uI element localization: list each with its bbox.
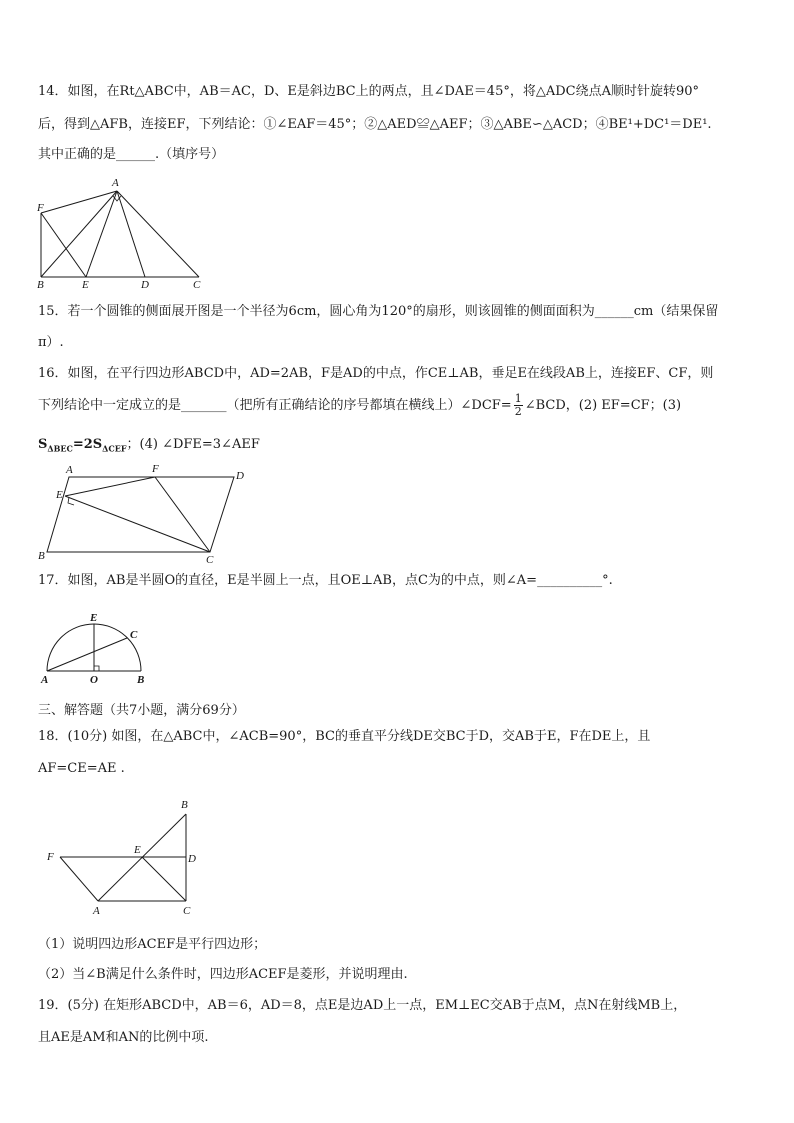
q14-label-b: B [37,279,44,291]
q14-line2: 后，得到△AFB，连接EF，下列结论：①∠EAF＝45°；②△AED≌△AEF；③△ABE∽△ACD；④BE¹+DC¹＝DE¹. [38,117,712,132]
q14-segment-ac [117,191,199,277]
q14-segment-ad [117,191,145,277]
q14-segment-ae [86,191,117,277]
q15-line1: 15．若一个圆锥的侧面展开图是一个半径为6cm，圆心角为120°的扇形，则该圆锥的侧面面积为______cm（结果保留 [38,304,719,319]
q14-segment-fa [41,191,117,213]
q17-right-angle-mark [94,666,99,671]
q14-segment-ab [41,191,117,277]
q17-label-o: O [90,674,98,686]
q18-subquestion-2: （2）当∠B满足什么条件时，四边形ACEF是菱形，并说明理由. [38,967,408,982]
q16-label-e: E [56,489,63,501]
q16-segment-ec [65,496,210,552]
q16-segment-fc [155,477,210,552]
q16-line2-text-b: ∠BCD，(2) EF=CF；(3) [524,398,682,413]
q16-segment-ef [65,477,155,496]
q16-label-f: F [152,463,159,475]
q18-label-f: F [47,851,54,863]
q16-line1: 16．如图，在平行四边形ABCD中，AD=2AB，F是AD的中点，作CE⊥AB，垂足E在线段AB上，连接EF、CF，则 [38,366,714,381]
q16-area-sub2: ΔCEF [102,443,127,454]
q17-label-c: C [130,629,138,641]
q18-subquestion-1: （1）说明四边形ACEF是平行四边形； [38,937,267,952]
q18-segment-fa [60,857,98,901]
q14-label-a: A [112,177,119,189]
q16-parallelogram [47,477,234,552]
q16-line3 [38,436,260,458]
q19-line1: 19．(5分) 在矩形ABCD中，AB＝6，AD＝8，点E是边AD上一点，EM⊥EC交AB于点M，点N在射线MB上， [38,998,687,1013]
q14-label-e: E [82,279,89,291]
section-3-heading: 三、解答题（共7小题，满分69分） [38,703,245,718]
q14-label-f: F [37,202,44,214]
q16-label-c: C [206,554,214,566]
q16-area-eq: =2S [72,437,103,452]
q14-figure [34,174,212,292]
q17-label-b: B [137,674,145,686]
q19-line2: 且AE是AM和AN的比例中项. [38,1030,209,1045]
q16-fraction-den: 2 [514,405,522,418]
q14-label-d: D [141,279,149,291]
q17-line1: 17．如图，AB是半圆O的直径，E是半圆上一点，且OE⊥AB，点C为的中点，则∠A=__________°. [38,573,613,588]
q16-line2-text-a: 下列结论中一定成立的是_______（把所有正确结论的序号都填在横线上）∠DCF= [38,398,512,413]
q16-label-b: B [38,550,45,562]
q18-label-b: B [181,799,188,811]
q18-label-c: C [183,905,191,917]
q17-segment-ac [47,638,127,671]
q16-fraction [514,393,523,418]
q16-line3-rest: ；(4) ∠DFE=3∠AEF [126,437,260,452]
q17-figure [36,605,156,687]
q16-line2 [38,392,681,420]
q18-label-a: A [93,905,100,917]
q18-line1: 18．(10分) 如图，在△ABC中，∠ACB=90°，BC的垂直平分线DE交BC于D，交AB于E，F在DE上，且 [38,729,651,744]
q17-label-a: A [41,674,49,686]
q14-segment-fe [41,213,86,277]
q16-area-sub1: ΔBEC [47,443,73,454]
q16-label-a: A [66,464,73,476]
q15-line2: π）. [38,335,64,350]
q16-label-d: D [236,470,244,482]
q14-label-c: C [193,279,201,291]
q18-label-e: E [134,844,141,856]
q18-segment-ec [142,857,186,901]
q14-line3: 其中正确的是______.（填序号） [38,147,225,162]
q14-line1: 14．如图，在Rt△ABC中，AB＝AC，D、E是斜边BC上的两点，且∠DAE＝45°，将△ADC绕点A顺时针旋转90° [38,84,700,99]
q16-figure [34,462,254,566]
q18-figure [38,792,216,920]
q17-label-e: E [90,612,98,624]
q16-fraction-num: 1 [514,392,522,405]
q18-label-d: D [188,853,196,865]
q16-area-s1: S [38,437,48,452]
q18-line2: AF=CE=AE . [38,761,125,776]
